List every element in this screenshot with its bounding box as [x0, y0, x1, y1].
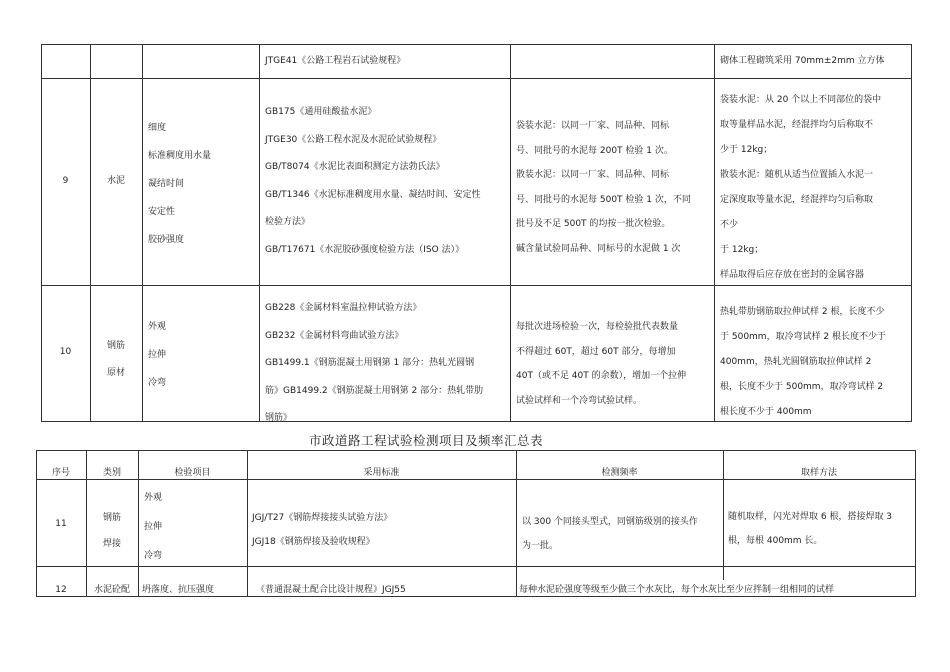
frequency-line: 每批次进场检验一次，每检验批代表数量 [516, 322, 679, 332]
sampling-text [728, 505, 892, 553]
test-item: 坍落度、抗压强度 [142, 585, 215, 595]
category-line: 钢筋 [106, 341, 125, 351]
frequency-text [516, 114, 691, 261]
standards-list [252, 506, 392, 554]
frequency-line: 碱含量试验同品种、同标号的水泥做 1 次 [516, 243, 681, 254]
frequency-line: 散装水泥：以同一厂家、同品种、同标 [516, 170, 670, 180]
test-item: 外观 [144, 493, 163, 503]
header-cell: 检测频率 [601, 468, 638, 478]
category-label [86, 505, 138, 557]
standard-line: JGJ/T27《钢筋焊接接头试验方法》 [252, 513, 393, 523]
sampling-line: 少于 12kg； [720, 145, 773, 155]
frequency-line: 40T（或不足 40T 的余数），增加一个拉伸 [516, 371, 687, 381]
standard-line: GB228《金属材料室温拉伸试验方法》 [265, 303, 422, 313]
test-item: 冷弯 [144, 551, 163, 561]
frequency-line: 批号及不足 500T 的均按一批次检验。 [516, 219, 671, 229]
test-item: 安定性 [148, 207, 176, 217]
category-line: 钢筋 [102, 513, 121, 523]
sampling-line: 随机取样，闪光对焊取 6 根，搭接焊取 3 [728, 512, 893, 522]
row-number: 11 [55, 519, 67, 529]
test-item: 标准稠度用水量 [148, 151, 212, 161]
sampling-line: 400mm，热轧光圆钢筋取拉伸试样 2 [720, 357, 872, 367]
sampling-line: 根，长度不少于 500mm，取冷弯试样 2 [720, 382, 884, 392]
test-items [144, 484, 162, 571]
sampling-text [720, 300, 886, 425]
category-line: 焊接 [102, 539, 121, 549]
standard-line: GB175《通用硅酸盐水泥》 [265, 107, 377, 117]
test-item: 拉伸 [148, 350, 167, 360]
sampling-line: 不少 [720, 220, 739, 230]
page-title: 市政道路工程试验检测项目及频率汇总表 [309, 433, 544, 448]
test-item: 细度 [148, 123, 167, 133]
sampling-line: 取等量样品水泥，经混拌均匀后称取不 [720, 120, 874, 130]
standard-line: GB/T17671《水泥胶砂强度检验方法（ISO 法）》 [265, 244, 465, 255]
frequency-line: 号、同批号的水泥每 200T 检验 1 次。 [516, 145, 673, 156]
test-items [148, 114, 211, 254]
test-item: 凝结时间 [148, 179, 185, 189]
header-cell: 检验项目 [174, 468, 211, 478]
header-cell: 类别 [102, 468, 121, 478]
standard-line: JGJ18《钢筋焊接及验收规程》 [252, 537, 375, 547]
standard-line: GB1499.1《钢筋混凝土用钢第 1 部分：热轧光圆钢 [265, 358, 475, 368]
row-number: 9 [62, 176, 69, 186]
standard-line: GB232《金属材料弯曲试验方法》 [265, 330, 404, 341]
standard-line: 检验方法》 [265, 217, 311, 227]
sampling-text: 砌体工程砌筑采用 70mm±2mm 立方体 [720, 56, 885, 66]
standards-list [265, 99, 481, 264]
frequency-line: 每种水泥砼强度等级至少做三个水灰比，每个水灰比至少应拌制一组相同的试样 [519, 585, 835, 595]
category-line: 原材 [106, 368, 125, 378]
test-items [148, 313, 166, 397]
row-number: 12 [55, 585, 67, 595]
frequency-line: 为一批。 [522, 541, 559, 551]
category-label: 水泥砼配 [93, 585, 130, 595]
standard-line: 筋》GB1499.2《钢筋混凝土用钢第 2 部分：热轧带肋 [265, 385, 484, 396]
sampling-line: 样品取得后应存放在密封的金属容器 [720, 270, 865, 280]
test-item: 冷弯 [148, 378, 167, 388]
frequency-line: 号、同批号的水泥每 500T 检验 1 次，不同 [516, 194, 691, 205]
frequency-line: 袋装水泥：以同一厂家、同品种、同标 [516, 121, 670, 131]
sampling-line: 根，每根 400mm 长。 [728, 536, 823, 546]
row-number: 10 [59, 347, 72, 357]
frequency-line: 以 300 个同接头型式，同钢筋级别的接头作 [522, 517, 698, 527]
standard-line: 钢筋》 [265, 413, 293, 423]
sampling-line: 热轧带肋钢筋取拉伸试样 2 根，长度不少 [720, 307, 885, 317]
standard-line: GB/T8074《水泥比表面积测定方法勃氏法》 [265, 162, 445, 172]
category-label [90, 333, 142, 387]
frequency-text [522, 510, 698, 558]
standard-line: 《普通混凝土配合比设计规程》JGJ55 [256, 585, 406, 595]
sampling-line: 袋装水泥：从 20 个以上不同部位的袋中 [720, 95, 882, 105]
standard-line: JTGE30《公路工程水泥及水泥砼试验规程》 [265, 134, 442, 145]
frequency-line: 试验试样和一个冷弯试验试样。 [516, 395, 643, 406]
header-cell: 采用标准 [363, 468, 400, 478]
frequency-text [516, 315, 686, 413]
standard-text: JTGE41《公路工程岩石试验规程》 [265, 56, 406, 66]
test-item: 外观 [148, 322, 167, 332]
sampling-line: 散装水泥：随机从适当位置插入水泥一 [720, 170, 874, 180]
sampling-text [720, 88, 881, 288]
category-label: 水泥 [106, 176, 125, 186]
standard-line: GB/T1346《水泥标准稠度用水量、凝结时间、安定性 [265, 189, 481, 200]
test-item: 拉伸 [144, 522, 163, 532]
standards-list [265, 295, 483, 433]
sampling-line: 定深度取等量水泥，经混拌均匀后称取 [720, 195, 874, 205]
sampling-line: 于 500mm，取冷弯试样 2 根长度不少于 [720, 332, 887, 342]
test-item: 胶砂强度 [148, 235, 185, 245]
header-cell: 序号 [51, 468, 70, 478]
frequency-line: 不得超过 60T，超过 60T 部分，每增加 [516, 346, 676, 357]
sampling-line: 根长度不少于 400mm [720, 407, 812, 417]
sampling-line: 于 12kg； [720, 245, 764, 255]
header-cell: 取样方法 [800, 468, 837, 478]
